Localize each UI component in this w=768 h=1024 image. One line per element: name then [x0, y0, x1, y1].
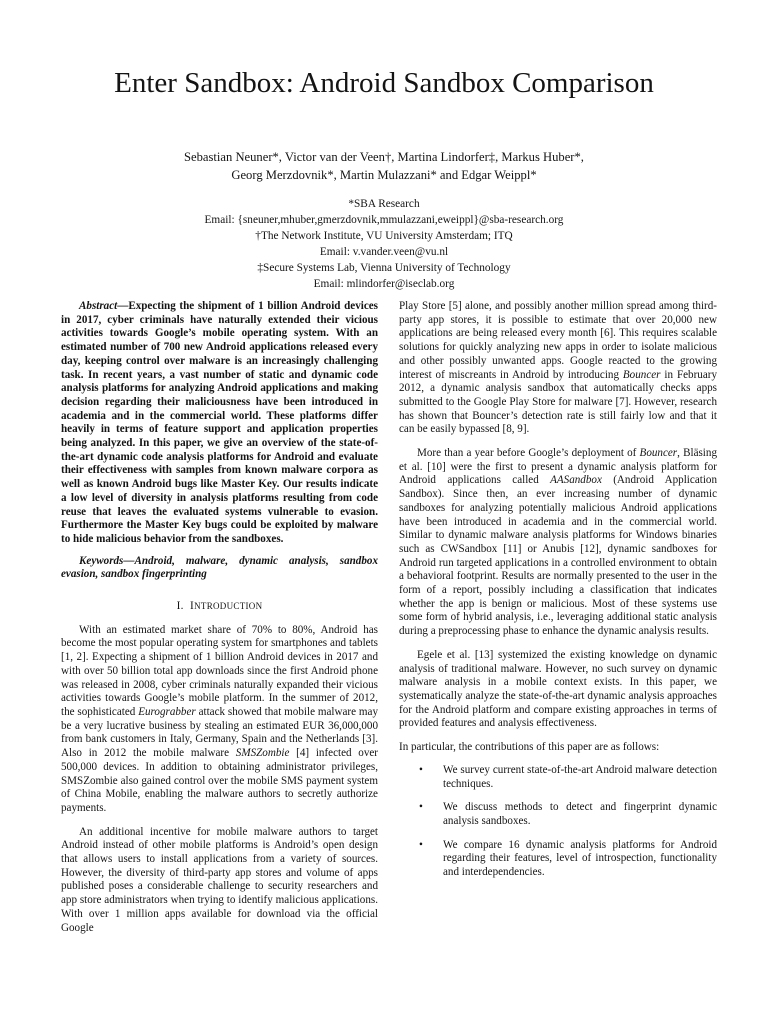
left-column: [61, 300, 378, 935]
bullet-icon: •: [419, 801, 423, 814]
list-item: [399, 764, 717, 791]
section-number: I.: [176, 600, 184, 613]
text-run: More than a year before Google’s deployment of: [417, 447, 640, 460]
emphasis-smszombie: SMSZombie: [235, 747, 290, 760]
emphasis-eurograbber: Eurograbber: [138, 705, 196, 718]
affiliation-email: Email: {sneuner,mhuber,gmerzdovnik,mmulazzani,eweippl}@sba-research.org: [204, 214, 564, 226]
list-item-text: We compare 16 dynamic analysis platforms for Android regarding their features, level of introspection, functionality and interdependencies.: [443, 838, 717, 879]
paper-title: Enter Sandbox: Android Sandbox Comparison: [114, 67, 654, 99]
intro-paragraph-3: [399, 300, 717, 437]
section-title-rest: NTRODUCTION: [194, 601, 263, 612]
text-run: With an estimated market share of 70% to 80%, Android has become the most popular operating system for smartphones and tablets [1, 2]. Expecting a shipment of 1 billion Android devices in 2017 and with over 50 billion total app downloads since the first Android phone was released in 2008, cyber criminals naturally expanded their vicious activities towards Google’s mobile platform. In the summer of 2012, the sophisticated: [61, 623, 378, 718]
affiliation-line: *SBA Research: [348, 198, 420, 210]
author-line-2: Georg Merzdovnik*, Martin Mulazzani* and Edgar Weippl*: [231, 168, 537, 182]
intro-paragraph-6: In particular, the contributions of this paper are as follows:: [399, 741, 660, 754]
section-title-initial: I: [190, 600, 195, 613]
affiliation-line: †The Network Institute, VU University Amsterdam; ITQ: [255, 230, 513, 242]
right-column: [399, 300, 717, 890]
list-item-text: We survey current state-of-the-art Android malware detection techniques.: [443, 763, 717, 790]
text-run: in February 2012, a dynamic analysis sandbox that automatically checks apps submitted to the Google Play Store for malware [7]. However, research has shown that Bouncer’s detection rate is still fairly low and that it can be easily bypassed [8, 9].: [399, 368, 717, 436]
text-run: [4] infected over 500,000 devices. In addition to obtaining administrator privileges, SMSZombie also gained control over the mobile SMS payment system of China Mobile, enabling the malware authors to secretly authorize payments.: [61, 747, 378, 814]
section-heading-introduction: [61, 600, 378, 614]
bullet-icon: •: [419, 763, 423, 776]
affiliation-email: Email: v.vander.veen@vu.nl: [319, 246, 449, 258]
abstract: [61, 300, 378, 547]
keywords-text: —Android, malware, dynamic analysis, sandbox evasion, sandbox fingerprinting: [61, 554, 378, 581]
author-list: [0, 148, 768, 184]
emphasis-bouncer: Bouncer: [622, 368, 661, 381]
intro-paragraph-2: An additional incentive for mobile malware authors to target Android instead of other mobile platforms is Android’s open design that allows users to install applications from a variety of sources. However, the diversity of third-party app stores and volume of apps published poses a considerable challenge to security researchers and app store administrators when trying to identify malicious applications. With over 1 million apps available for download via the official Google: [61, 825, 378, 934]
text-run: Play Store [5] alone, and possibly another million spread among third-party app stores, it is possible to estimate that over 20,000 new applications are being released every month [6]. This requires scalable solutions for quickly analyzing new apps in order to isolate malicious and other possibly unwanted apps. Google reacted to the growing interest of miscreants in Android by introducing: [399, 300, 717, 381]
list-item: [399, 801, 717, 828]
affiliation-email: Email: mlindorfer@iseclab.org: [313, 278, 455, 290]
keywords: [61, 555, 378, 582]
author-line-1: Sebastian Neuner*, Victor van der Veen†, Martina Lindorfer‡, Markus Huber*,: [184, 150, 584, 164]
abstract-text: —Expecting the shipment of 1 billion Android devices in 2017, cyber criminals have naturally extended their vicious activities towards Google’s mobile operating system. With an estimated number of 700 new Android applications released every day, keeping control over malware is an increasingly challenging task. In recent years, a vast number of static and dynamic code analysis platforms for analyzing Android applications and making decision regarding their maliciousness have been introduced in academia and in the commercial world. These platforms differ heavily in terms of feature support and application properties being analyzed. In this paper, we give an overview of the state-of-the-art dynamic code analysis platforms for Android and evaluate their effectiveness with samples from known malware corpora as well as known Android bugs like Master Key. Our results indicate a low level of diversity in analysis platforms resulting from code reuse that leaves the evaluated systems vulnerable to evasion. Furthermore the Master Key bugs could be exploited by malware to hide malicious behavior from the sandboxes.: [61, 300, 378, 545]
emphasis-aasandbox: AASandbox: [550, 474, 602, 487]
list-item: [399, 839, 717, 880]
abstract-label: Abstract: [79, 300, 118, 312]
text-run: (Android Application Sandbox). Since then, an ever increasing number of dynamic sandboxes for analyzing potentially malicious Android applications have been introduced in academia and in the commercial world. Similar to dynamic malware analysis platforms for Windows binaries such as CWSandbox [11] or Anubis [12], dynamic sandboxes for Android run targeted applications in a controlled environment to obtain a behavioral footprint. Results are normally presented to the user in the form of a report, possibly including a classification that indicates whether the app is benign or malicious. Most of these systems use some form of hybrid analysis, i.e., leveraging additional static analysis during a preprocessing phase to enhance the dynamic analysis results.: [399, 474, 717, 638]
affiliation-line: ‡Secure Systems Lab, Vienna University of Technology: [257, 262, 511, 274]
list-item-text: We discuss methods to detect and fingerprint dynamic analysis sandboxes.: [443, 801, 717, 827]
emphasis-bouncer: Bouncer: [639, 447, 678, 460]
contribution-list: [399, 764, 717, 880]
text-run: , Bläsing et al. [10] were the first to present a dynamic analysis platform for Android applications called: [399, 447, 717, 487]
intro-paragraph-4: [399, 447, 717, 639]
bullet-icon: •: [419, 838, 423, 851]
intro-paragraph-5: Egele et al. [13] systemized the existing knowledge on dynamic analysis of traditional malware. However, no such survey on dynamic malware analysis in a mobile context exists. In this paper, we systematically analyze the state-of-the-art dynamic analysis approaches for the Android platform and compare existing approaches in terms of provided features and analysis effectiveness.: [399, 648, 717, 730]
text-run: attack showed that mobile malware may be a very lucrative business by stealing an estimated EUR 36,000,000 from bank customers in Italy, Germany, Spain and the Netherlands [3]. Also in 2012 the mobile malware: [61, 705, 378, 760]
affiliations: [0, 196, 768, 292]
keywords-label: Keywords: [79, 554, 124, 567]
intro-paragraph-1: [61, 624, 378, 816]
